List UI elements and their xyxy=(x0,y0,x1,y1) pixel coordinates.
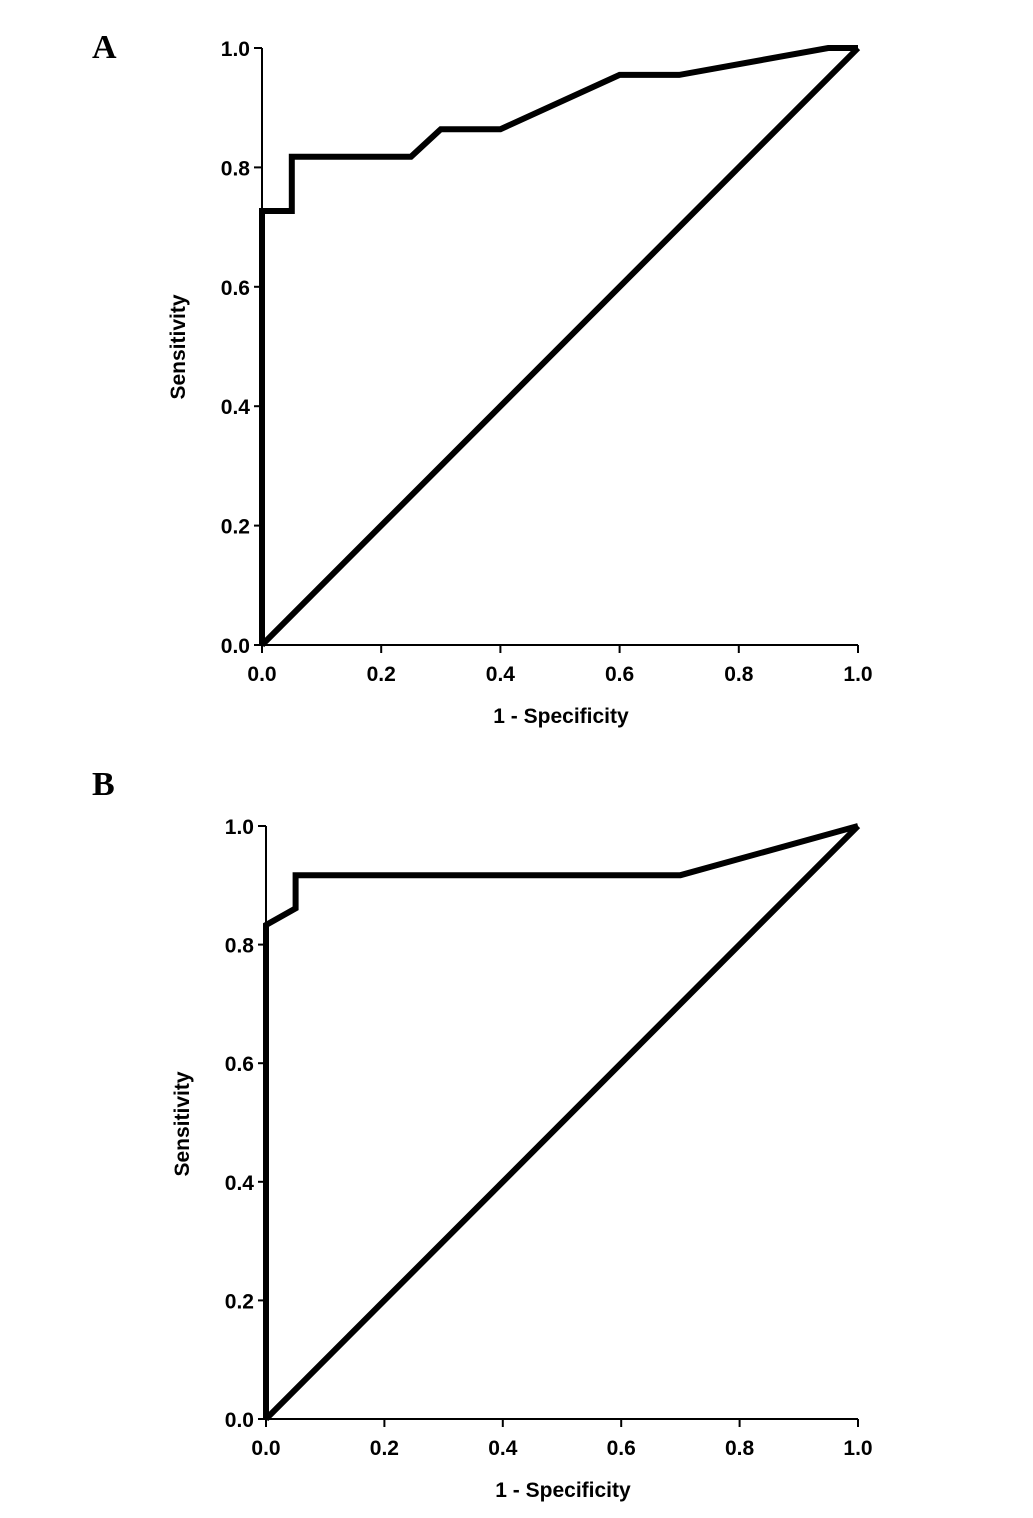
y-tick-label-a: 0.8 xyxy=(220,157,250,181)
y-tick-label-b: 0.2 xyxy=(224,1290,254,1314)
reference-diagonal-b xyxy=(266,826,858,1419)
x-tick-label-a: 0.8 xyxy=(724,663,754,686)
x-tick-label-b: 0.8 xyxy=(724,1437,755,1460)
y-tick-label-a: 0.6 xyxy=(220,276,250,300)
panel-label-a: A xyxy=(92,29,117,66)
x-tick-label-b: 0.6 xyxy=(606,1437,636,1460)
y-tick-label-b: 0.0 xyxy=(224,1409,254,1432)
x-tick-label-b: 1.0 xyxy=(843,1437,873,1460)
chart-panel-a xyxy=(92,29,873,728)
reference-diagonal-a xyxy=(262,48,858,645)
y-tick-label-b: 1.0 xyxy=(224,816,254,839)
x-tick-label-b: 0.2 xyxy=(369,1437,400,1460)
x-tick-label-a: 0.2 xyxy=(366,663,396,686)
x-tick-label-a: 0.4 xyxy=(485,663,516,686)
x-tick-label-a: 0.0 xyxy=(247,663,277,686)
y-tick-label-b: 0.4 xyxy=(224,1171,254,1195)
y-tick-label-b: 0.6 xyxy=(224,1053,254,1077)
y-tick-label-b: 0.8 xyxy=(224,934,254,958)
x-tick-label-a: 1.0 xyxy=(843,663,873,686)
y-tick-label-a: 0.4 xyxy=(220,396,250,420)
x-tick-label-b: 0.0 xyxy=(251,1437,281,1460)
x-tick-label-a: 0.6 xyxy=(604,663,635,686)
x-tick-label-b: 0.4 xyxy=(488,1437,518,1460)
y-axis-title-a: Sensitivity xyxy=(167,294,190,400)
panel-label-b: B xyxy=(92,766,115,803)
y-tick-label-a: 1.0 xyxy=(220,38,250,61)
x-axis-title-a: 1 - Specificity xyxy=(493,705,629,728)
y-tick-label-a: 0.2 xyxy=(220,515,250,539)
x-axis-title-b: 1 - Specificity xyxy=(495,1479,631,1502)
chart-panel-b xyxy=(92,766,873,1502)
y-axis-title-b: Sensitivity xyxy=(171,1071,194,1177)
y-tick-label-a: 0.0 xyxy=(220,635,250,658)
